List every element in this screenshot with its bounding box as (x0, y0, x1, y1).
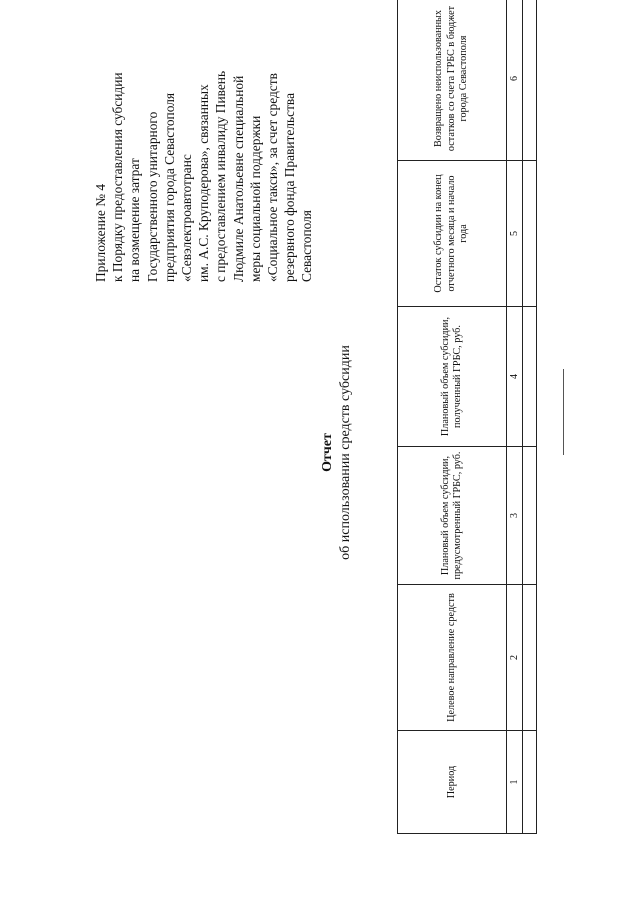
appendix-line: меры социальной поддержки (247, 115, 263, 282)
report-subtitle: об использовании средств субсидии (338, 345, 353, 560)
column-number-row (507, 0, 523, 834)
header-balance: Остаток субсидии на конец отчетного месяца и начало года (398, 161, 507, 307)
appendix-line: «Севэлектроавтотранс (178, 154, 194, 282)
header-purpose: Целевое направление средств (398, 585, 507, 731)
appendix-line: Государственного унитарного (144, 111, 160, 282)
column-number: 6 (507, 0, 523, 161)
column-number: 2 (507, 585, 523, 731)
header-planned-received: Плановый объем субсидии, полученный ГРБС, руб. (398, 307, 507, 447)
column-number: 4 (507, 307, 523, 447)
appendix-line: на возмещение затрат (127, 158, 143, 282)
header-period: Период (398, 731, 507, 834)
column-number: 3 (507, 447, 523, 585)
signature-line (563, 369, 564, 455)
appendix-line: им. А.С. Круподерова», связанных (196, 84, 212, 282)
header-returned: Возвращено неиспользованных остатков со счета ГРБС в бюджет города Севастополя (398, 0, 507, 161)
table-header-row (398, 0, 507, 834)
table-cell (523, 161, 537, 307)
header-planned-provided: Плановый объем субсидии, предусмотренный ГРБС, руб. (398, 447, 507, 585)
appendix-line: предприятия города Севастополя (161, 92, 177, 282)
table-cell (523, 585, 537, 731)
column-number: 5 (507, 161, 523, 307)
table-cell (523, 447, 537, 585)
report-title: Отчет (320, 433, 335, 472)
appendix-line: Людмиле Анатольевне специальной (230, 75, 246, 282)
subsidy-report-table (397, 0, 537, 834)
appendix-line: с предоставлением инвалиду Пивень (213, 70, 229, 282)
table-row (523, 0, 537, 834)
column-number: 1 (507, 731, 523, 834)
appendix-line: «Социальное такси», за счет средств (264, 73, 280, 282)
appendix-line: Севастополя (299, 210, 315, 282)
table-cell (523, 731, 537, 834)
appendix-line: резервного фонда Правительства (282, 92, 298, 282)
table-cell (523, 307, 537, 447)
appendix-line: к Порядку предоставления субсидии (110, 72, 126, 282)
table-cell (523, 0, 537, 161)
appendix-note (92, 0, 315, 282)
appendix-line: Приложение № 4 (93, 183, 108, 282)
